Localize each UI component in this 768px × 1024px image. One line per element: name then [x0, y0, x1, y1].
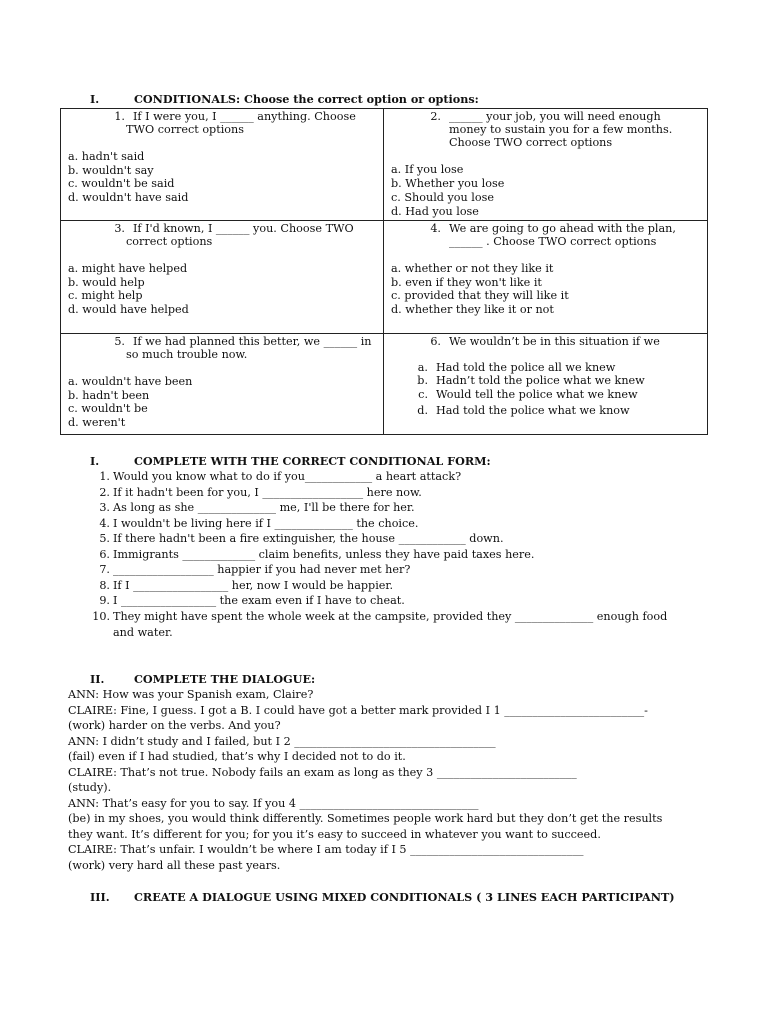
question-2-text: 2. ______ your job, you will need enough money to sustain you for a few months. Choose TWO correct options — [430, 110, 673, 149]
question-5-text: 5. If we had planned this better, we ______ in so much trouble now. — [114, 335, 372, 361]
dialogue-line-8: ANN: That’s easy for you to say. If you 4 ________________________________ — [68, 797, 479, 810]
option-2d: d. Had you lose — [391, 205, 479, 218]
dialogue-line-9: (be) in my shoes, you would think differently. Sometimes people work hard but they don’t get the results — [68, 812, 663, 825]
option-4a: a. whether or not they like it — [391, 262, 554, 275]
option-6b: b. Hadn’t told the police what we knew — [417, 374, 645, 387]
section-3-roman: II. — [90, 672, 105, 686]
fill-item-8: 8. If I _________________ her, now I would be happier. — [99, 579, 394, 592]
option-6c: c. Would tell the police what we knew — [418, 388, 638, 401]
option-1d: d. wouldn't have said — [68, 191, 189, 204]
section-3-heading — [90, 673, 315, 686]
fill-item-4: 4. I wouldn't be living here if I ______________ the choice. — [99, 517, 419, 530]
fill-item-6: 6. Immigrants _____________ claim benefits, unless they have paid taxes here. — [99, 548, 535, 561]
question-cell-1 — [61, 109, 384, 221]
fill-item-3: 3. As long as she ______________ me, I'll be there for her. — [99, 501, 415, 514]
option-4b: b. even if they won't like it — [391, 276, 542, 289]
fill-item-9: 9. I _________________ the exam even if I have to cheat. — [99, 594, 405, 607]
option-3d: d. would have helped — [68, 303, 189, 316]
question-cell-4 — [384, 221, 708, 334]
option-3c: c. might help — [68, 289, 143, 302]
question-6-text: 6. We wouldn’t be in this situation if we — [430, 335, 660, 348]
option-3b: b. would help — [68, 276, 145, 289]
question-cell-5 — [61, 334, 384, 435]
dialogue-line-2: CLAIRE: Fine, I guess. I got a B. I could have got a better mark provided I 1 _________________________- — [68, 704, 648, 717]
option-3a: a. might have helped — [68, 262, 188, 275]
dialogue-line-5: (fail) even if I had studied, that’s why I decided not to do it. — [68, 750, 406, 763]
option-2a: a. If you lose — [391, 163, 464, 176]
option-1b: b. wouldn't say — [68, 164, 154, 177]
section-4-roman: III. — [90, 890, 110, 904]
option-4d: d. whether they like it or not — [391, 303, 554, 316]
dialogue-line-7: (study). — [68, 781, 112, 794]
option-2b: b. Whether you lose — [391, 177, 505, 190]
section-4-title: CREATE A DIALOGUE USING MIXED CONDITIONALS ( 3 LINES EACH PARTICIPANT) — [134, 890, 675, 904]
option-5c: c. wouldn't be — [68, 402, 148, 415]
option-2c: c. Should you lose — [391, 191, 494, 204]
dialogue-line-11: CLAIRE: That’s unfair. I wouldn’t be where I am today if I 5 _______________________________ — [68, 843, 584, 856]
fill-item-5: 5. If there hadn't been a fire extinguisher, the house ____________ down. — [99, 532, 504, 545]
question-cell-2 — [384, 109, 708, 221]
question-1-text: 1. If I were you, I ______ anything. Choose TWO correct options — [114, 110, 356, 136]
dialogue-line-12: (work) very hard all these past years. — [68, 859, 281, 872]
fill-item-1: 1. Would you know what to do if you____________ a heart attack? — [99, 470, 462, 483]
dialogue-line-6: CLAIRE: That’s not true. Nobody fails an exam as long as they 3 _________________________ — [68, 766, 577, 779]
option-4c: c. provided that they will like it — [391, 289, 569, 302]
question-3-text: 3. If I'd known, I ______ you. Choose TWO correct options — [114, 222, 354, 248]
fill-item-7: 7. __________________ happier if you had never met her? — [99, 563, 411, 576]
section-2-heading — [90, 455, 491, 468]
question-cell-6 — [384, 334, 708, 435]
dialogue-line-10: they want. It’s different for you; for you it’s easy to succeed in whatever you want to succeed. — [68, 828, 601, 841]
fill-item-10: 10. They might have spent the whole week at the campsite, provided they ______________ enough food and water. — [92, 610, 668, 639]
option-5b: b. hadn't been — [68, 389, 150, 402]
option-1a: a. hadn't said — [68, 150, 145, 163]
option-5a: a. wouldn't have been — [68, 375, 193, 388]
section-1-heading — [90, 93, 479, 106]
option-6a: a. Had told the police all we knew — [417, 361, 616, 374]
dialogue-line-4: ANN: I didn’t study and I failed, but I 2 ____________________________________ — [68, 735, 496, 748]
fill-item-2: 2. If it hadn't been for you, I __________________ here now. — [99, 486, 422, 499]
section-4-heading — [90, 891, 675, 904]
section-2-title: COMPLETE WITH THE CORRECT CONDITIONAL FORM: — [134, 454, 491, 468]
dialogue-line-1: ANN: How was your Spanish exam, Claire? — [68, 688, 314, 701]
question-cell-3 — [61, 221, 384, 334]
section-1-roman: I. — [90, 92, 100, 106]
question-4-text: 4. We are going to go ahead with the plan, ______ . Choose TWO correct options — [430, 222, 676, 248]
option-1c: c. wouldn't be said — [68, 177, 175, 190]
section-1-title: CONDITIONALS: Choose the correct option or options: — [134, 92, 479, 106]
section-2-roman: I. — [90, 454, 100, 468]
dialogue-line-3: (work) harder on the verbs. And you? — [68, 719, 281, 732]
section-3-title: COMPLETE THE DIALOGUE: — [134, 672, 316, 686]
multiple-choice-table — [60, 108, 708, 435]
option-5d: d. weren't — [68, 416, 126, 429]
option-6d: d. Had told the police what we know — [417, 404, 630, 417]
